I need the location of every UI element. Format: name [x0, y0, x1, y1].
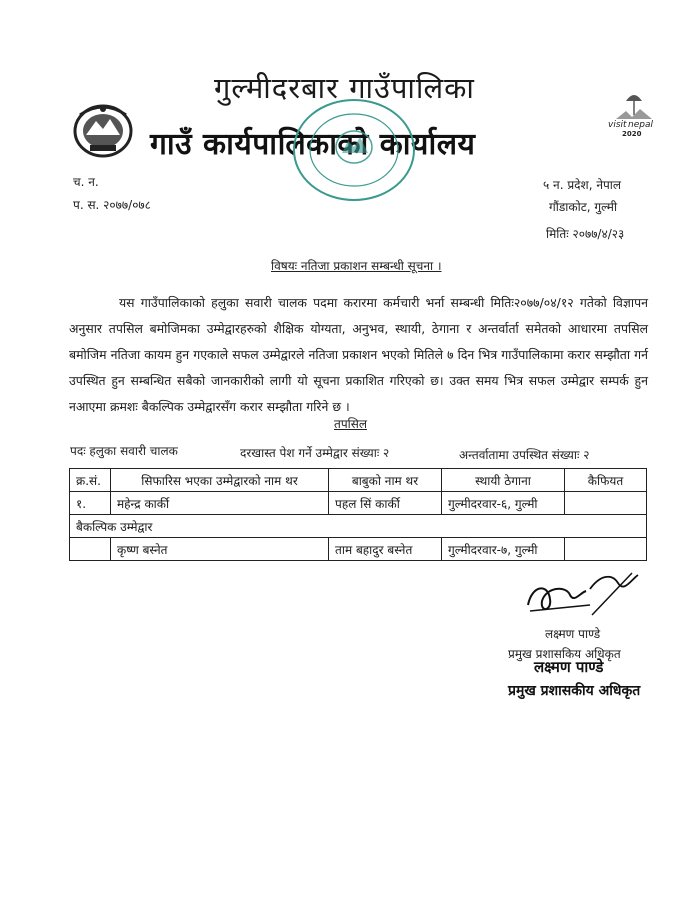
office-seal	[290, 95, 418, 205]
row-serial: १.	[70, 492, 111, 515]
table-row	[70, 492, 647, 515]
visit-nepal-logo	[604, 85, 664, 145]
table-row	[70, 538, 647, 561]
stamped-name: लक्ष्मण पाण्डे	[534, 658, 604, 676]
table-header-row	[70, 469, 647, 492]
row-father-name: ताम बहादुर बस्नेत	[329, 538, 442, 561]
row-serial	[70, 538, 111, 561]
header-father-name: बाबुको नाम थर	[329, 469, 442, 492]
header-address: स्थायी ठेगाना	[442, 469, 565, 492]
row-candidate-name: कृष्ण बस्नेत	[111, 538, 329, 561]
row-address: गुल्मीदरवार-७, गुल्मी	[442, 538, 565, 561]
office-title: गाउँ कार्यपालिकाको कार्यालय	[150, 127, 476, 162]
address-place: गौंडाकोट, गुल्मी	[549, 200, 618, 214]
notice-date: मितिः २०७७/४/२३	[546, 227, 625, 241]
row-father-name: पहल सिं कार्की	[329, 492, 442, 515]
tapsil-heading: तपसिल	[334, 417, 368, 431]
row-candidate-name: महेन्द्र कार्की	[111, 492, 329, 515]
row-address: गुल्मीदरवार-६, गुल्मी	[442, 492, 565, 515]
applicant-count: दरखास्त पेश गर्ने उम्मेद्वार संख्याः २	[240, 446, 390, 460]
notice-subject: विषयः नतिजा प्रकाशन सम्बन्धी सूचना ।	[271, 259, 442, 273]
row-remarks	[565, 492, 647, 515]
signatory-name: लक्ष्मण पाण्डे	[545, 627, 601, 641]
svg-text:visit: visit	[608, 120, 627, 130]
signatory-title: प्रमुख प्रशासकिय अधिकृत	[508, 647, 621, 661]
handwritten-signature	[520, 565, 645, 625]
nepal-emblem-logo	[72, 101, 134, 159]
header-serial: क्र.सं.	[70, 469, 111, 492]
post-name: पदः हलुका सवारी चालक	[70, 444, 178, 458]
header-candidate-name: सिफारिस भएका उम्मेद्वारको नाम थर	[111, 469, 329, 492]
header-remarks: कैफियत	[565, 469, 647, 492]
notice-paragraph: यस गाउँपालिकाको हलुका सवारी चालक पदमा करारमा कर्मचारी भर्ना सम्बन्धी मितिः२०७७/०४/१२ गतेको विज्ञापन अनुसार तपसिल बमोजिमका उम्मेद्वारहरुको शैक्षिक योग्यता, अनुभव, स्थायी, ठेगाना र अन्तर्वार्ता समेतको आधारमा तपसिल बमोजिम नतिजा कायम हुन गएकाले सफल उम्मेद्वारले नतिजा प्रकाशन भएको मितिले ७ दिन भित्र गाउँपालिकामा करार सम्झौता गर्न उपस्थित हुन सम्बन्धित सबैको जानकारीको लागी यो सूचना प्रकाशित गरिएको छ। उक्त समय भित्र सफल उम्मेद्वार सम्पर्क हुन नआएमा क्रमशः बैकल्पिक उम्मेद्वारसँग करार सम्झौता गरिने छ ।	[69, 295, 648, 414]
result-table	[69, 468, 647, 561]
row-remarks	[565, 538, 647, 561]
letter-number: च. न.	[73, 175, 99, 189]
interview-count: अन्तर्वातामा उपस्थित संख्याः २	[459, 448, 590, 462]
svg-text:nepal: nepal	[628, 120, 653, 130]
fiscal-year-ref: प. स. २०७७/०७८	[73, 198, 151, 212]
svg-text:2020: 2020	[622, 130, 642, 138]
municipality-title: गुल्मीदरबार गाउँपालिका	[214, 71, 475, 105]
stamped-title: प्रमुख प्रशासकीय अधिकृत	[508, 683, 641, 699]
alternate-candidate-label: बैकल्पिक उम्मेद्वार	[70, 515, 647, 538]
alternate-label-row	[70, 515, 647, 538]
address-province: ५ न. प्रदेश, नेपाल	[543, 178, 622, 192]
